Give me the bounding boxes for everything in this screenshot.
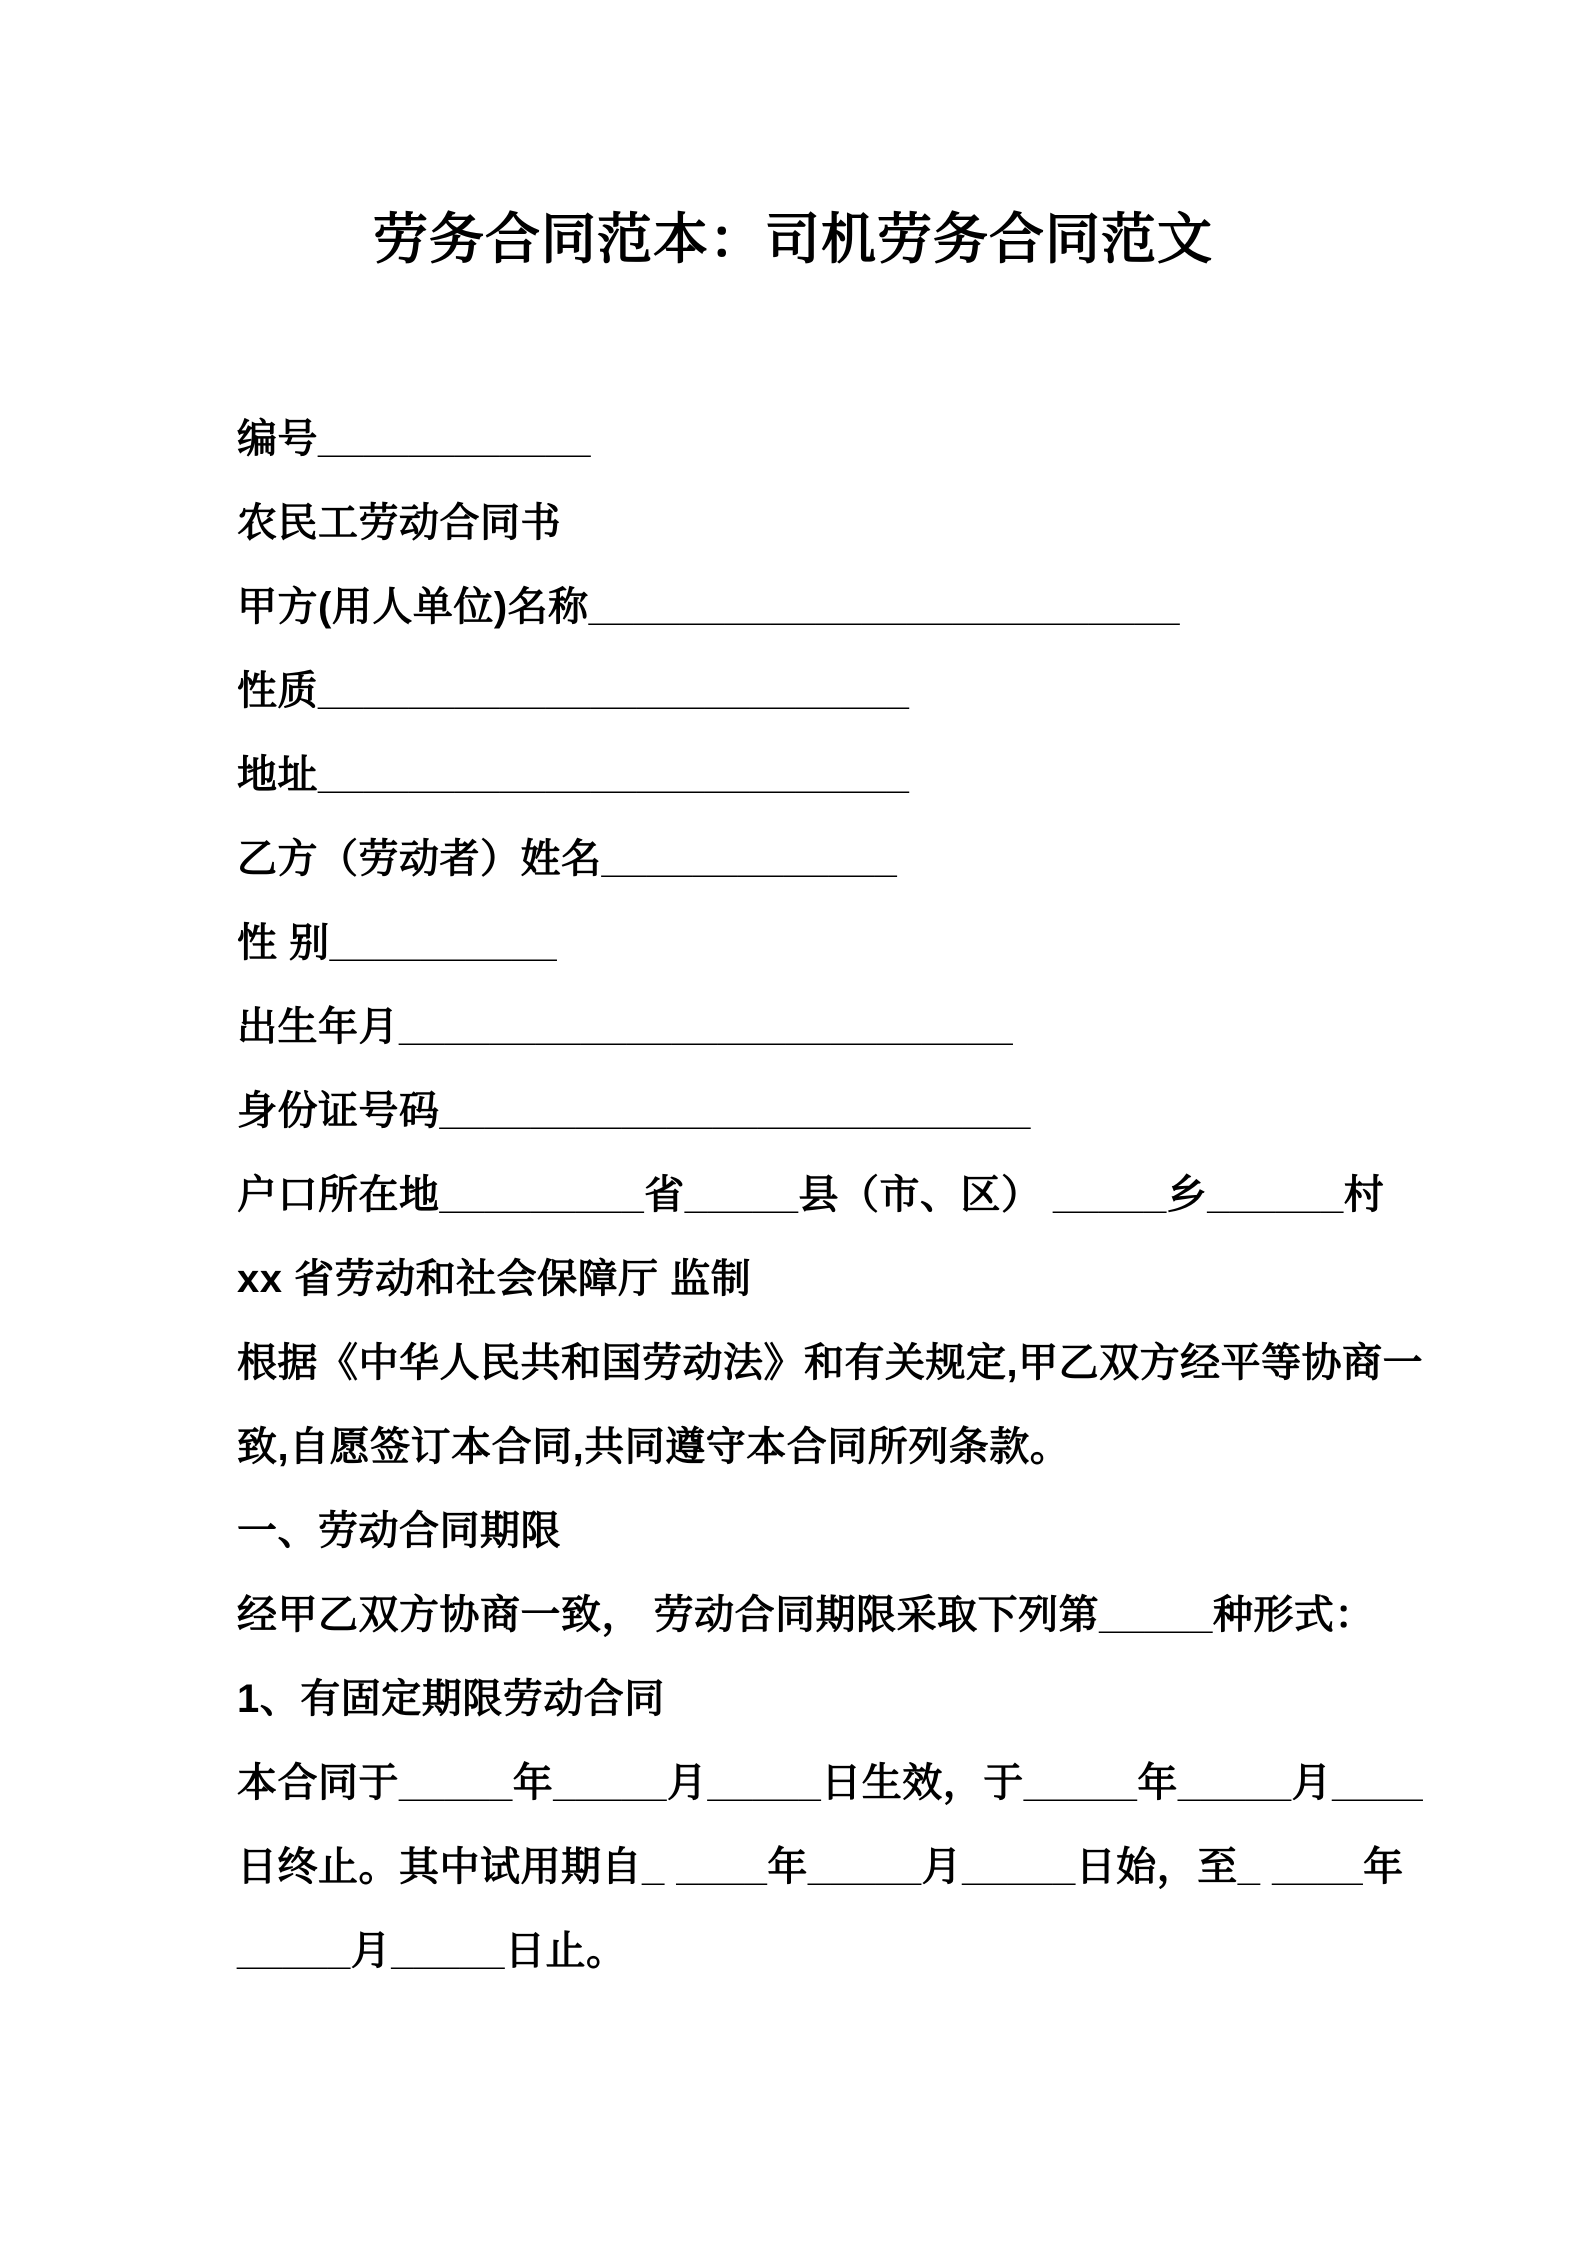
- document-line-address: 地址__________________________: [237, 753, 910, 797]
- document-line-party-b-name: 乙方（劳动者）姓名_____________: [237, 837, 898, 881]
- document-line-gender: 性 别__________: [237, 921, 558, 965]
- document-line-term-form: 经甲乙双方协商一致， 劳动合同期限采取下列第_____种形式：: [237, 1593, 1375, 1637]
- document-line-birth-date: 出生年月___________________________: [237, 1005, 1014, 1049]
- page-title: 劳务合同范本：司机劳务合同范文: [372, 208, 1213, 270]
- document-line-section-1-heading: 一、劳动合同期限: [237, 1509, 561, 1553]
- document-line-number: 编号____________: [237, 417, 591, 461]
- document-line-party-a-name: 甲方(用人单位)名称__________________________: [237, 585, 1181, 629]
- document-line-preamble-1: 根据《中华人民共和国劳动法》和有关规定,甲乙双方经平等协商一: [237, 1341, 1424, 1385]
- document-line-preamble-2: 致,自愿签订本合同,共同遵守本合同所列条款。: [237, 1425, 1071, 1469]
- document-line-supervising-authority: xx 省劳动和社会保障厅 监制: [237, 1257, 752, 1301]
- document-line-household-registration: 户口所在地_________省_____县（市、区） _____乡______村: [237, 1173, 1385, 1217]
- document-line-id-number: 身份证号码__________________________: [237, 1089, 1031, 1133]
- document-line-nature: 性质__________________________: [237, 669, 910, 713]
- document-body: [0, 397, 1586, 1993]
- document-line-term-dates-3: _____月_____日止。: [237, 1929, 627, 1973]
- document-line-term-dates-1: 本合同于_____年_____月_____日生效，于_____年_____月____: [237, 1761, 1424, 1805]
- document-line-fixed-term-heading: 1、有固定期限劳动合同: [237, 1677, 665, 1721]
- document-line-term-dates-2: 日终止。其中试用期自_ ____年_____月_____日始，至_ ____年: [237, 1845, 1404, 1889]
- document-line-contract-name: 农民工劳动合同书: [237, 501, 561, 545]
